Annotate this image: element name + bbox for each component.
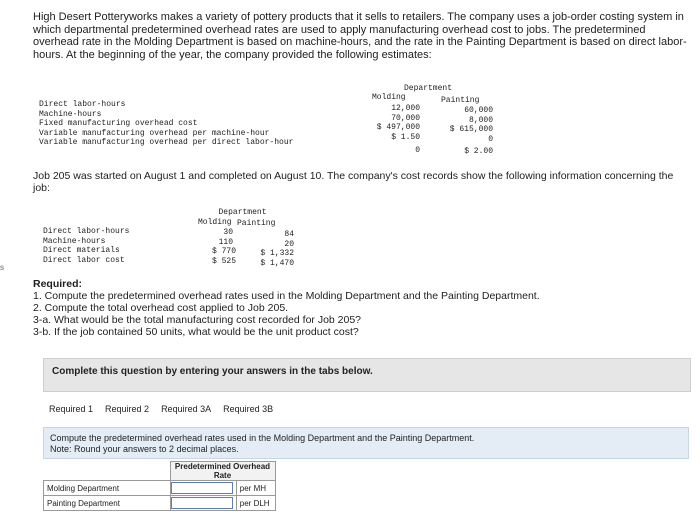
answer-unit: per MH bbox=[236, 481, 275, 496]
estimates-label: Fixed manufacturing overhead cost bbox=[39, 119, 198, 129]
required-item: 3-b. If the job contained 50 units, what would be the unit product cost? bbox=[33, 326, 359, 338]
tab-required-1[interactable]: Required 1 bbox=[49, 404, 94, 414]
estimates-painting-value: $ 2.00 bbox=[464, 147, 493, 157]
intro-paragraph: High Desert Potteryworks makes a variety of pottery products that it sells to retailers. The company uses a job-order costing system in which departmental predetermined overhead rates are used to apply manufacturing overhead cost to jobs. The predetermined overhead rate in the Molding Department is based on machine-hours, and the rate in the Painting Department is based on direct labor-hours. At the beginning of the year, the company provided the following estimates: bbox=[33, 11, 687, 61]
tab-bar bbox=[43, 400, 279, 422]
estimates-molding-value: 12,000 bbox=[391, 104, 420, 113]
job-label: Machine-hours bbox=[43, 236, 106, 246]
answer-table-corner bbox=[44, 462, 171, 481]
job-molding-value: $ 770 bbox=[211, 247, 236, 257]
estimates-molding-value: 0 bbox=[415, 146, 420, 156]
estimates-painting-value: 0 bbox=[488, 134, 493, 144]
job-molding-value: 110 bbox=[218, 237, 233, 247]
required-item: 1. Compute the predetermined overhead rates used in the Molding Department and the Painting Department. bbox=[33, 290, 540, 302]
answer-row-painting bbox=[44, 496, 276, 511]
answer-row-molding bbox=[44, 481, 276, 496]
estimates-molding-value: $ 1.50 bbox=[391, 132, 420, 142]
job-row-labels bbox=[43, 227, 129, 265]
job-painting-value: 20 bbox=[284, 239, 294, 249]
job-col-molding: Molding bbox=[198, 218, 232, 227]
job-col-painting: Painting bbox=[237, 219, 276, 228]
estimates-department-header: Department bbox=[403, 84, 452, 93]
job-molding-values bbox=[198, 228, 236, 266]
job-molding-value: 30 bbox=[223, 228, 233, 237]
left-margin-mark: s bbox=[0, 263, 4, 272]
estimates-label: Direct labor-hours bbox=[39, 100, 126, 109]
answer-row-label: Painting Department bbox=[44, 496, 171, 511]
estimates-label: Variable manufacturing overhead per machine-hour bbox=[39, 128, 270, 138]
job-painting-value: $ 1,332 bbox=[260, 249, 294, 259]
answer-table-header: Predetermined Overhead Rate bbox=[170, 462, 275, 481]
required-item: 3-a. What would be the total manufacturing cost recorded for Job 205? bbox=[33, 314, 362, 326]
tab-required-3a[interactable]: Required 3A bbox=[161, 404, 212, 414]
estimates-label: Machine-hours bbox=[39, 109, 102, 119]
job-department-header: Department bbox=[218, 208, 267, 217]
answer-input-cell bbox=[170, 496, 236, 511]
job-painting-value: 84 bbox=[284, 230, 294, 239]
estimates-painting-value: $ 615,000 bbox=[449, 125, 493, 135]
instruction-note: Note: Round your answers to 2 decimal places. bbox=[50, 443, 239, 454]
job-label: Direct materials bbox=[43, 246, 120, 256]
tab-required-2[interactable]: Required 2 bbox=[105, 404, 150, 414]
estimates-row-labels bbox=[39, 100, 293, 148]
job-painting-values bbox=[248, 230, 294, 268]
estimates-painting-value: 8,000 bbox=[468, 115, 493, 125]
job-molding-value: $ 525 bbox=[211, 256, 236, 266]
molding-rate-input[interactable] bbox=[171, 482, 233, 494]
estimates-molding-value: $ 497,000 bbox=[376, 123, 420, 133]
instruction-line: Compute the predetermined overhead rates used in the Molding Department and the Painting Department. bbox=[50, 433, 475, 443]
required-title: Required: bbox=[33, 278, 83, 290]
required-section bbox=[33, 278, 683, 338]
answer-input-cell bbox=[170, 481, 236, 496]
answer-row-label: Molding Department bbox=[44, 481, 171, 496]
complete-prompt-text: Complete this question by entering your answers in the tabs below. bbox=[52, 366, 373, 377]
estimates-painting-value: 60,000 bbox=[464, 106, 493, 115]
job-painting-value: $ 1,470 bbox=[260, 258, 294, 268]
required-item: 2. Compute the total overhead cost applied to Job 205. bbox=[33, 302, 289, 314]
job-label: Direct labor cost bbox=[43, 255, 125, 265]
painting-rate-input[interactable] bbox=[171, 497, 233, 509]
estimates-painting-values bbox=[430, 106, 493, 157]
answer-table bbox=[43, 461, 276, 511]
estimates-col-painting: Painting bbox=[441, 96, 480, 105]
estimates-molding-values bbox=[355, 104, 420, 156]
job-label: Direct labor-hours bbox=[43, 227, 130, 236]
estimates-col-molding: Molding bbox=[372, 93, 406, 102]
estimates-label: Variable manufacturing overhead per direct labor-hour bbox=[39, 138, 294, 148]
instruction-text bbox=[50, 433, 474, 454]
answer-unit: per DLH bbox=[236, 496, 275, 511]
job-paragraph: Job 205 was started on August 1 and completed on August 10. The company's cost records show the following information concerning the job: bbox=[33, 170, 674, 194]
tab-required-3b[interactable]: Required 3B bbox=[223, 404, 274, 414]
estimates-molding-value: 70,000 bbox=[391, 113, 420, 123]
